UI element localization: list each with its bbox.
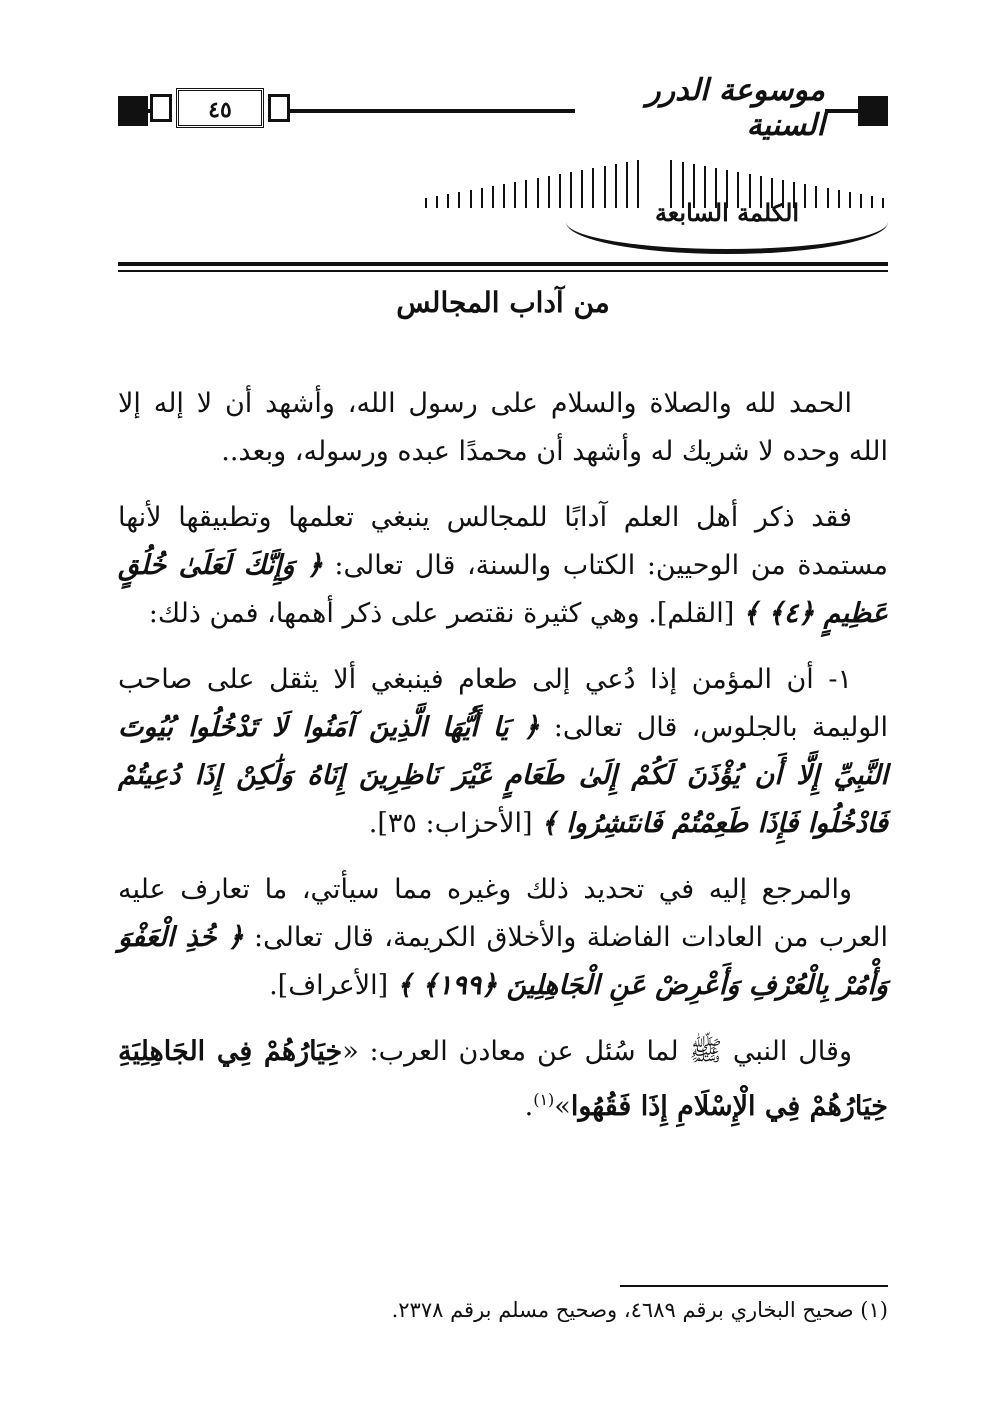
paragraph-point-1 [118,656,888,848]
footnote-ref[interactable]: (١) [533,1090,555,1109]
ornament-left [150,94,172,122]
footnote: (١) صحيح البخاري برقم ٤٦٨٩، وصحيح مسلم برقم ٢٣٧٨. [391,1298,888,1322]
paragraph-text: . [524,1091,534,1122]
paragraph-adab [118,494,888,638]
top-divider-thin [118,270,888,272]
header-cap-right [858,96,888,126]
paragraph-reference [118,866,888,1010]
hadith-text: خِيَارُهُمْ فِي الجَاهِلِيَةِ خِيَارُهُمْ فِي الْإِسْلَامِ إِذَا فَقُهُوا [118,1036,888,1122]
quran-verse: ﴿ وَإِنَّكَ لَعَلَىٰ خُلُقٍ عَظِيمٍ ﴿٤﴾ ﴾ [118,550,888,629]
paragraph-text: [القلم]. وهي كثيرة نقتصر على ذكر أهمها، فمن ذلك: [148,598,743,629]
paragraph-text: فقد ذكر أهل العلم آدابًا للمجالس ينبغي تعلمها وتطبيقها لأنها مستمدة من الوحيين: الكتاب والسنة، قال تعالى: [118,502,889,581]
quran-verse: ﴿ يَا أَيُّهَا الَّذِينَ آمَنُوا لَا تَدْخُلُوا بُيُوتَ النَّبِيِّ إِلَّا أَن يُؤْذَنَ لَكُمْ إِلَىٰ طَعَامٍ غَيْرَ نَاظِرِينَ إِنَاهُ وَلَٰكِنْ إِذَا دُعِيتُمْ فَادْخُلُوا فَإِذَا طَعِمْتُمْ فَانتَشِرُوا ﴾ [118,712,888,839]
paragraph-hadith [118,1028,888,1131]
paragraph-text: [الأحزاب: ٣٥]. [368,808,542,839]
paragraph-text: وقال النبي ﷺ لما سُئل عن معادن العرب: « [342,1036,852,1067]
footnote-divider [620,1285,888,1287]
ornament-right [268,94,290,122]
section-label: الكلمة السابعة [654,198,800,227]
page-title: من آداب المجالس [396,286,610,319]
page-number: ٤٥ [208,97,232,123]
paragraph-text: ١- أن المؤمن إذا دُعي إلى طعام فينبغي ألا يثقل على صاحب الوليمة بالجلوس، قال تعالى: [118,664,888,743]
body-text [118,380,888,1149]
quran-verse: ﴿ خُذِ الْعَفْوَ وَأْمُرْ بِالْعُرْفِ وَأَعْرِضْ عَنِ الْجَاهِلِينَ ﴿١٩٩﴾ ﴾ [118,922,888,1001]
series-title: موسوعة الدرر السنية [575,80,825,136]
page-number-frame [150,86,290,134]
paragraph-text: والمرجع إليه في تحديد ذلك وغيره مما سيأتي، ما تعارف عليه العرب من العادات الفاضلة والأخلاق الكريمة، قال تعالى: [118,874,888,953]
top-divider [118,262,888,266]
paragraph-text: » [554,1091,571,1122]
paragraph-intro: الحمد لله والصلاة والسلام على رسول الله، وأشهد أن لا إله إلا الله وحده لا شريك له وأشهد أن محمدًا عبده ورسوله، وبعد.. [118,388,888,467]
paragraph-text: [الأعراف]. [269,970,397,1001]
header-cap-left [118,96,148,126]
